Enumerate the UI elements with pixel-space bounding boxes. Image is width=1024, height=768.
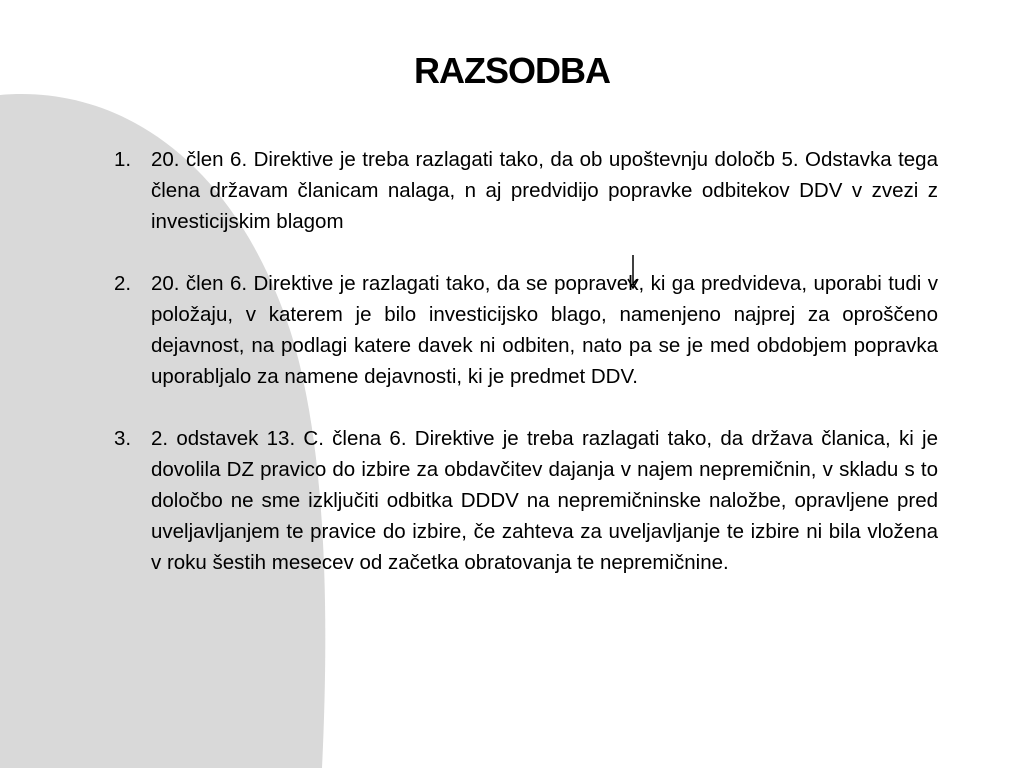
ruling-item-number: 2. [114, 272, 132, 295]
page-title: RAZSODBA [414, 50, 610, 91]
ruling-item-number: 1. [114, 148, 132, 171]
ruling-item-number: 3. [114, 427, 132, 450]
ruling-item-3 [110, 423, 938, 578]
ruling-item-text: 2. odstavek 13. C. člena 6. Direktive je treba razlagati tako, da država članica, ki je dovolila DZ pravico do izbire za obdavčitev dajanja v najem nepremičnin, v skladu s to določbo ne sme izključiti odbitka DDDV na nepremičninske naložbe, opravljene pred uveljavljanjem te pravice do izbire, če zahteva za uveljavljanje te izbire ni bila vložena v roku šestih mesecev od začetka obratovanja te nepremičnine. [151, 427, 938, 574]
ruling-item-text: 20. člen 6. Direktive je razlagati tako, da se popravek, ki ga predvideva, uporabi tudi v položaju, v katerem je bilo investicijsko blago, namenjeno najprej za oproščeno dejavnost, na podlagi katere davek ni odbiten, nato pa se je med obdobjem popravka uporabljalo za namene dejavnosti, ki je predmet DDV. [151, 272, 938, 388]
ruling-list [110, 144, 938, 578]
ruling-item-1 [110, 144, 938, 237]
ruling-item-text: 20. člen 6. Direktive je treba razlagati tako, da ob upoštevnju določb 5. Odstavka tega člena državam članicam nalaga, n aj predvidijo popravke odbitekov DDV v zvezi z investicijskim blagom [151, 148, 938, 233]
down-arrow-icon [624, 255, 642, 291]
ruling-item-2 [110, 268, 938, 392]
